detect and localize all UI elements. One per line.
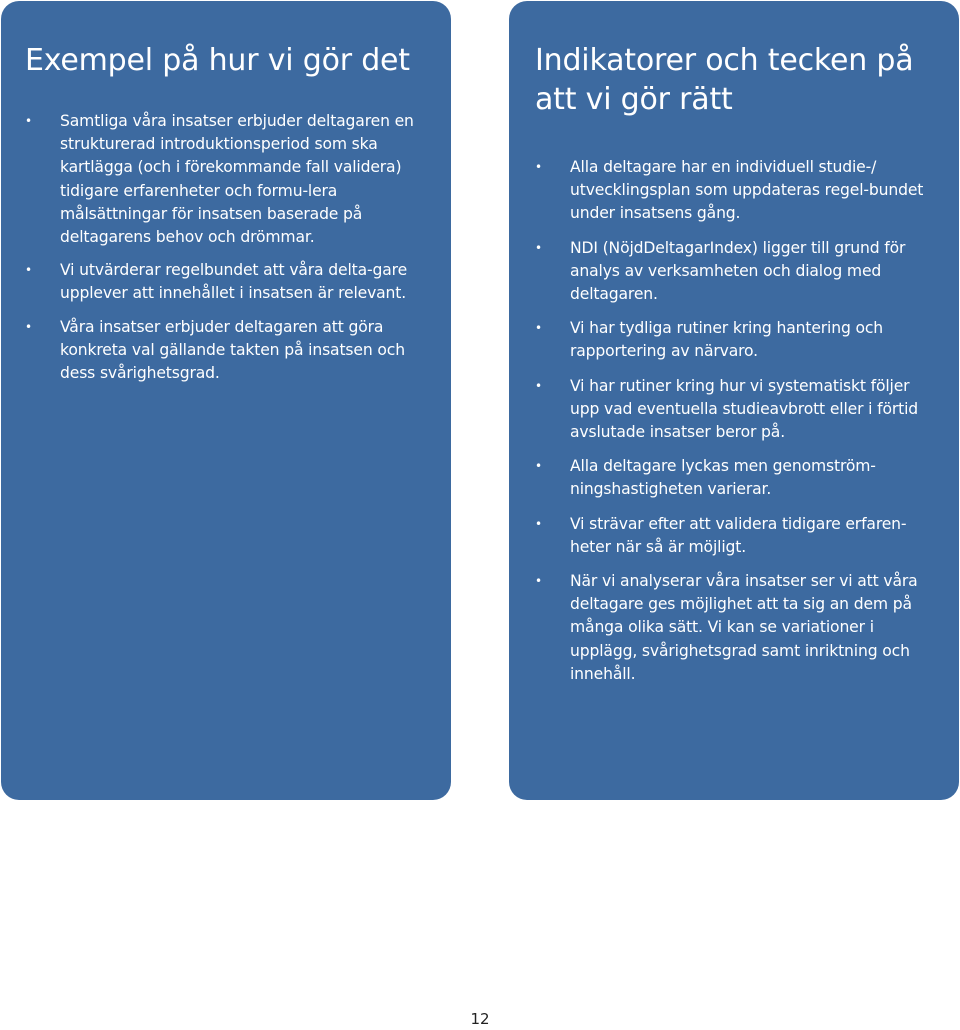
bullet-icon: • (25, 319, 32, 334)
indicators-list (535, 156, 929, 686)
indicators-panel-title: Indikatorer och tecken på att vi gör rätt (535, 43, 914, 117)
indicators-list-item (535, 570, 929, 686)
indicators-item-text: Vi har tydliga rutiner kring hantering och rapportering av närvaro. (570, 319, 884, 361)
indicators-list-item (535, 375, 929, 445)
indicators-panel (509, 1, 959, 800)
bullet-icon: • (535, 321, 542, 336)
examples-panel-title: Exempel på hur vi gör det (25, 43, 410, 78)
bullet-icon: • (535, 160, 542, 174)
bullet-icon: • (535, 378, 542, 393)
indicators-list-item (535, 317, 929, 363)
examples-list-item (25, 316, 421, 386)
examples-item-text: Samtliga våra insatser erbjuder deltagaren en strukturerad introduktionsperiod som ska kartlägga (och i förekommande fall validera) tidigare erfarenheter och formu-lera målsättningar för insatsen baserade på deltagarens behov och drömmar. (60, 112, 414, 247)
examples-list-item (25, 259, 421, 305)
indicators-list-item (535, 156, 929, 226)
bullet-icon: • (535, 574, 542, 589)
examples-panel (1, 1, 451, 800)
examples-list (25, 110, 421, 385)
indicators-list-item (535, 237, 929, 307)
examples-item-text: Våra insatser erbjuder deltagaren att göra konkreta val gällande takten på insatsen och dess svårighetsgrad. (60, 317, 405, 383)
examples-list-item (25, 110, 421, 249)
page-number: 12 (470, 1010, 490, 1028)
bullet-icon: • (25, 114, 32, 128)
bullet-icon: • (535, 240, 542, 255)
bullet-icon: • (25, 263, 32, 278)
examples-item-text: Vi utvärderar regelbundet att våra delta-gare upplever att innehållet i insatsen är relevant. (60, 261, 408, 303)
indicators-item-text: NDI (NöjdDeltagarIndex) ligger till grund för analys av verksamheten och dialog med deltagaren. (570, 238, 906, 304)
indicators-item-text: När vi analyserar våra insatser ser vi att våra deltagare ges möjlighet att ta sig an dem på många olika sätt. Vi kan se variationer i upplägg, svårighetsgrad samt inriktning och innehåll. (570, 572, 918, 683)
bullet-icon: • (535, 516, 542, 531)
indicators-item-text: Vi har rutiner kring hur vi systematiskt följer upp vad eventuella studieavbrott eller i förtid avslutade insatser beror på. (570, 376, 919, 442)
indicators-list-item (535, 513, 929, 559)
indicators-list-item (535, 455, 929, 501)
bullet-icon: • (535, 459, 542, 474)
indicators-item-text: Alla deltagare har en individuell studie-/ utvecklingsplan som uppdateras regel-bundet under insatsens gång. (570, 158, 924, 223)
indicators-item-text: Alla deltagare lyckas men genomström-ningshastigheten varierar. (570, 457, 876, 499)
indicators-item-text: Vi strävar efter att validera tidigare erfaren-heter när så är möjligt. (570, 514, 907, 556)
